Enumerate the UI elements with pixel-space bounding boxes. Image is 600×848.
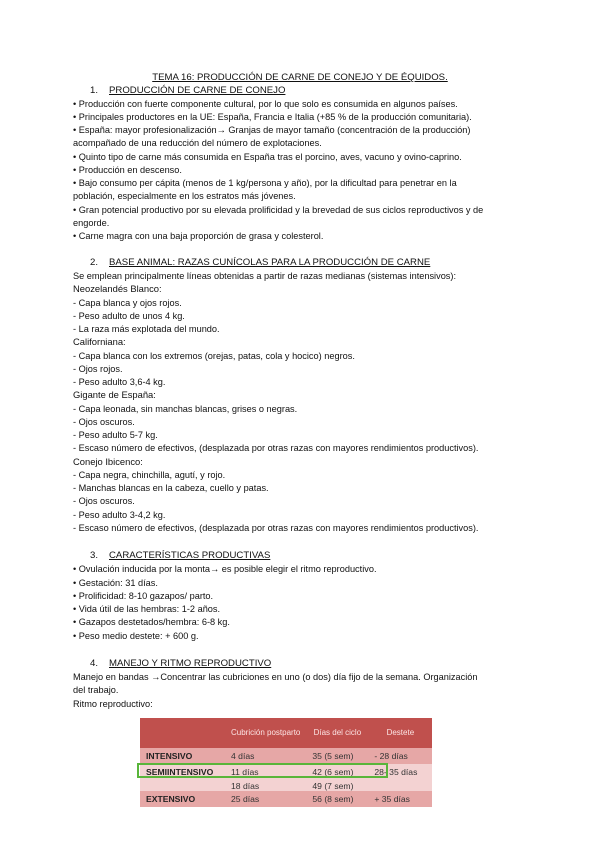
section-heading-3 xyxy=(90,550,270,561)
paragraph-line: - Peso adulto de unos 4 kg. xyxy=(73,311,185,321)
paragraph-line: Ritmo reproductivo: xyxy=(73,699,153,709)
paragraph-line: acompañado de una reducción del número de explotaciones. xyxy=(73,138,322,148)
table-cell: 35 (5 sem) xyxy=(306,748,368,764)
paragraph-line: - Capa leonada, sin manchas blancas, grises o negras. xyxy=(73,404,298,414)
section-title: BASE ANIMAL: RAZAS CUNÍCOLAS PARA LA PRODUCCIÓN DE CARNE xyxy=(109,257,431,268)
table-row xyxy=(140,791,432,807)
table-row xyxy=(140,748,432,764)
breed-name: Gigante de España: xyxy=(73,389,156,400)
paragraph-line: - Peso adulto 5-7 kg. xyxy=(73,430,158,440)
paragraph-line: • Producción con fuerte componente cultural, por lo que solo es consumida en algunos países. xyxy=(73,99,458,109)
paragraph-line: • Vida útil de las hembras: 1-2 años. xyxy=(73,604,221,614)
breed-name: Neozelandés Blanco: xyxy=(73,283,162,294)
table-cell: 42 (6 sem) xyxy=(306,764,368,780)
paragraph-line: • Peso medio destete: + 600 g. xyxy=(73,631,199,641)
paragraph-line: • Producción en descenso. xyxy=(73,165,182,175)
section-number: 3. xyxy=(90,550,99,561)
paragraph-line: • Principales productores en la UE: España, Francia e Italia (+85 % de la producción comunitaria). xyxy=(73,112,472,122)
paragraph-line: - Capa negra, chinchilla, agutí, y rojo. xyxy=(73,470,226,480)
section-number: 1. xyxy=(90,85,99,96)
table-cell: 11 días xyxy=(225,764,306,780)
section-title: MANEJO Y RITMO REPRODUCTIVO xyxy=(109,658,272,669)
paragraph-line: - La raza más explotada del mundo. xyxy=(73,324,220,334)
row-highlight-box xyxy=(137,763,388,778)
table-cell: 56 (8 sem) xyxy=(306,791,368,807)
table-cell: 28- 35 días xyxy=(368,764,432,780)
row-label: EXTENSIVO xyxy=(140,791,225,807)
table-header-row xyxy=(140,718,432,748)
paragraph-line: - Capa blanca y ojos rojos. xyxy=(73,298,182,308)
section-heading-2 xyxy=(90,257,430,268)
paragraph-line: • Quinto tipo de carne más consumida en España tras el porcino, aves, vacuno y ovino-caprino. xyxy=(73,152,462,162)
row-label: INTENSIVO xyxy=(140,748,225,764)
table-cell xyxy=(368,780,432,791)
breed-name: Californiana: xyxy=(73,336,126,347)
paragraph-line: • Gazapos destetados/hembra: 6-8 kg. xyxy=(73,617,230,627)
paragraph-line: Manejo en bandas →Concentrar las cubriciones en uno (o dos) día fijo de la semana. Organización xyxy=(73,672,478,682)
paragraph-line: del trabajo. xyxy=(73,685,119,695)
paragraph-line: - Ojos rojos. xyxy=(73,364,123,374)
breed-name: Conejo Ibicenco: xyxy=(73,456,143,467)
table-cell: 18 días xyxy=(225,780,306,791)
row-label: SEMIINTENSIVO xyxy=(140,764,225,780)
paragraph-line: - Manchas blancas en la cabeza, cuello y patas. xyxy=(73,483,269,493)
paragraph-line: engorde. xyxy=(73,218,110,228)
paragraph-line: • Ovulación inducida por la monta→ es posible elegir el ritmo reproductivo. xyxy=(73,564,377,574)
paragraph-line: - Escaso número de efectivos, (desplazada por otras razas con mayores rendimientos productivos). xyxy=(73,443,479,453)
table-header-cell xyxy=(140,718,225,748)
paragraph-line: • Bajo consumo per cápita (menos de 1 kg/persona y año), por la dificultad para penetrar en la xyxy=(73,178,457,188)
section-heading-4 xyxy=(90,658,271,669)
table-header-cell: Cubrición postparto xyxy=(225,718,306,748)
document-title: TEMA 16: PRODUCCIÓN DE CARNE DE CONEJO Y DE ÉQUIDOS. xyxy=(152,72,448,83)
paragraph-line: - Ojos oscuros. xyxy=(73,417,135,427)
paragraph-line: población, especialmente en los estratos más jóvenes. xyxy=(73,191,296,201)
paragraph-line: • España: mayor profesionalización→ Granjas de mayor tamaño (concentración de la producción) xyxy=(73,125,471,135)
paragraph-line: - Peso adulto 3,6-4 kg. xyxy=(73,377,166,387)
paragraph-line: - Peso adulto 3-4,2 kg. xyxy=(73,510,166,520)
paragraph-line: • Carne magra con una baja proporción de grasa y colesterol. xyxy=(73,231,324,241)
table-cell: 25 días xyxy=(225,791,306,807)
table-header-cell: Días del ciclo xyxy=(306,718,368,748)
paragraph-line: - Ojos oscuros. xyxy=(73,496,135,506)
table-cell: - 28 días xyxy=(368,748,432,764)
section-heading-1 xyxy=(90,85,285,96)
paragraph-line: - Capa blanca con los extremos (orejas, patas, cola y hocico) negros. xyxy=(73,351,355,361)
section-number: 4. xyxy=(90,658,99,669)
paragraph-line: - Escaso número de efectivos, (desplazada por otras razas con mayores rendimientos productivos). xyxy=(73,523,479,533)
paragraph-line: • Prolificidad: 8-10 gazapos/ parto. xyxy=(73,591,214,601)
section-title: PRODUCCIÓN DE CARNE DE CONEJO xyxy=(109,85,286,96)
paragraph-line: • Gran potencial productivo por su elevada prolificidad y la brevedad de sus ciclos reproductivos y de xyxy=(73,205,484,215)
table-row xyxy=(140,780,432,791)
table-cell: 4 días xyxy=(225,748,306,764)
table-cell: + 35 días xyxy=(368,791,432,807)
row-label xyxy=(140,780,225,791)
paragraph-line: Se emplean principalmente líneas obtenidas a partir de razas medianas (sistemas intensivos): xyxy=(73,271,457,281)
section-number: 2. xyxy=(90,257,99,268)
section-title: CARACTERÍSTICAS PRODUCTIVAS xyxy=(109,550,271,561)
table-cell: 49 (7 sem) xyxy=(306,780,368,791)
table-header-cell: Destete xyxy=(368,718,432,748)
paragraph-line: • Gestación: 31 días. xyxy=(73,578,158,588)
